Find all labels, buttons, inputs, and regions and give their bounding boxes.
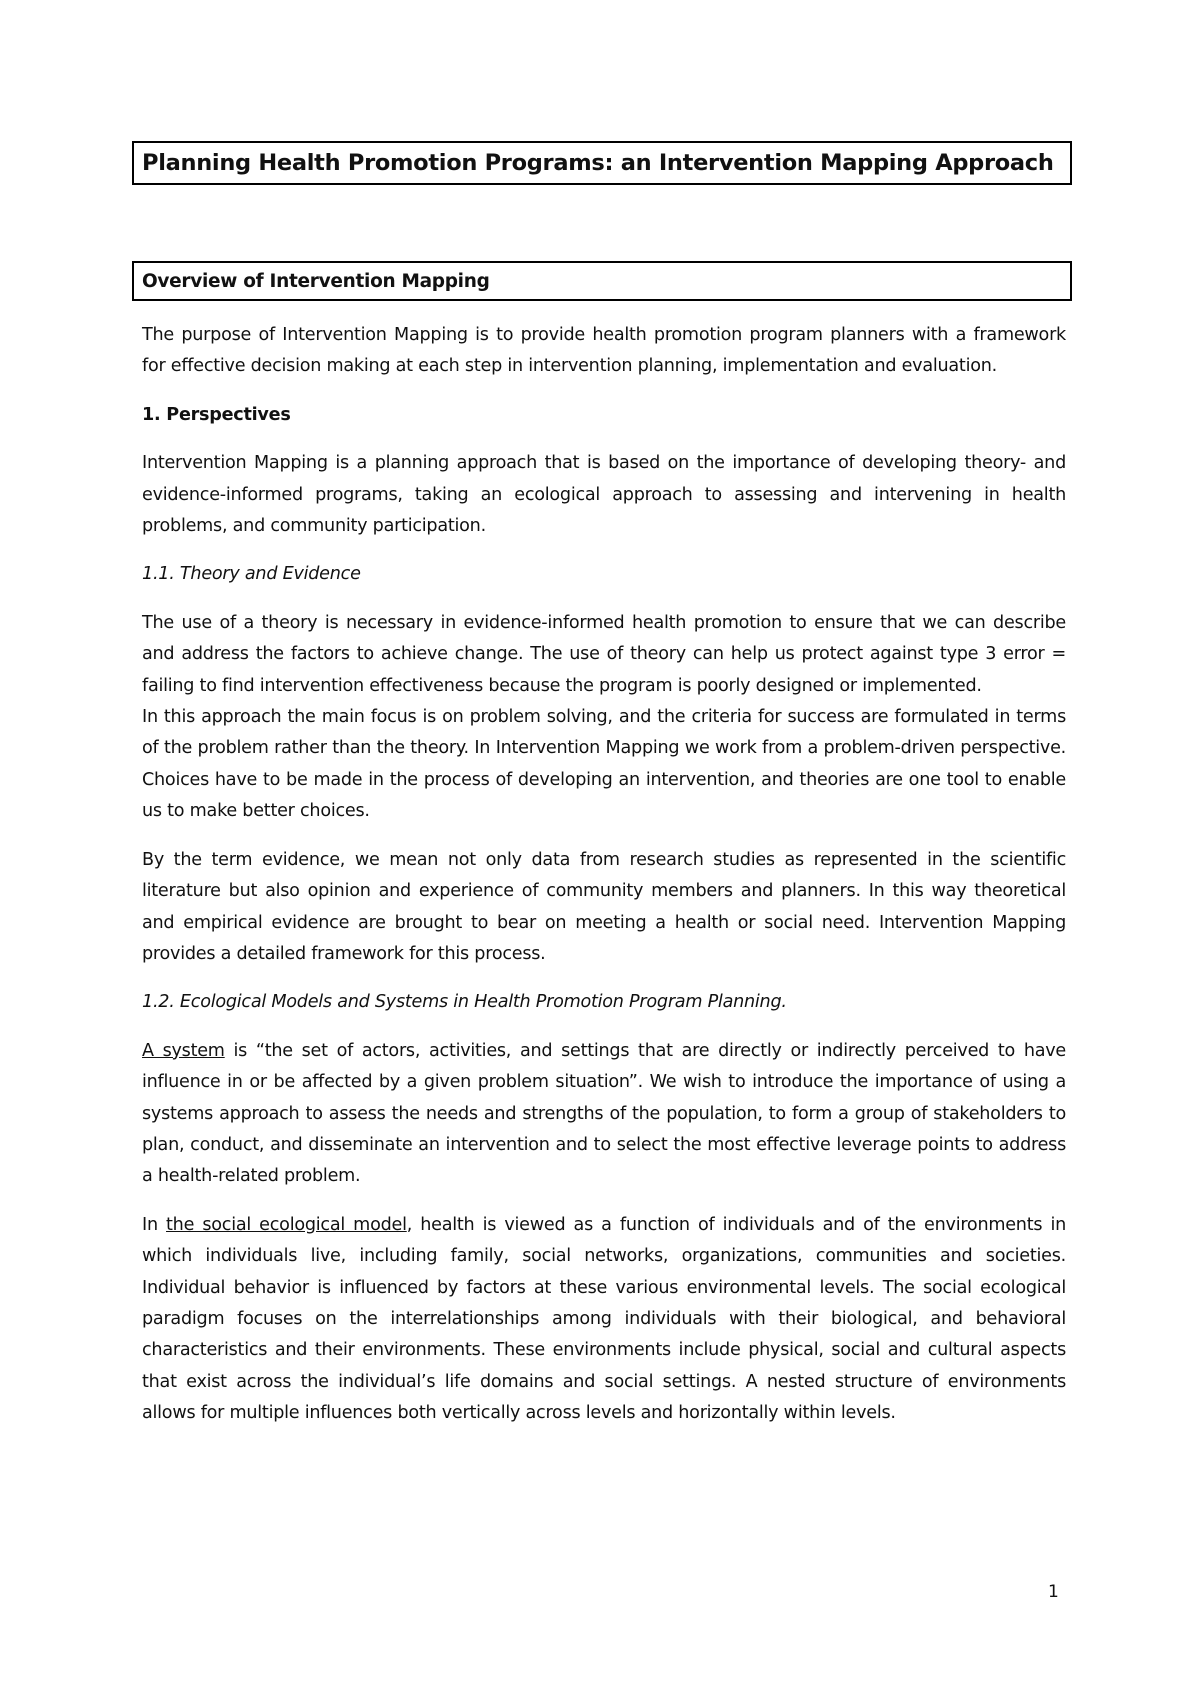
theory-evidence-heading: 1.1. Theory and Evidence: [142, 564, 361, 585]
system-paragraph: [142, 1036, 1066, 1193]
perspectives-heading: 1. Perspectives: [142, 404, 291, 425]
intro-paragraph: The purpose of Intervention Mapping is to provide health promotion program planners with a framework for effective decision making at each step in intervention planning, implementation and evaluation.: [142, 325, 1066, 377]
system-definition: is “the set of actors, activities, and settings that are directly or indirectly perceived to have influence in or be affected by a given problem situation”. We wish to introduce the importance of using a systems approach to assess the needs and strengths of the population, to form a group of stakeholders to plan, conduct, and disseminate an intervention and to select the most effective leverage points to address a health-related problem.: [142, 1040, 1067, 1187]
system-term: A system: [142, 1040, 225, 1061]
social-ecological-term: the social ecological model: [166, 1214, 407, 1235]
social-prefix: In: [142, 1214, 167, 1235]
document-title-box: [132, 141, 1072, 185]
section-title-box: [132, 261, 1072, 301]
evidence-paragraph: By the term evidence, we mean not only data from research studies as represented in the scientific literature but also opinion and experience of community members and planners. In this way theoretical and empirical evidence are brought to bear on meeting a health or social need. Intervention Mapping provides a detailed framework for this process.: [142, 849, 1066, 964]
document-title: Planning Health Promotion Programs: an Intervention Mapping Approach: [142, 150, 1054, 176]
theory-paragraph-1: The use of a theory is necessary in evidence-informed health promotion to ensure that we can describe and address the factors to achieve change. The use of theory can help us protect against type 3 error = failing to find intervention effectiveness because the program is poorly designed or implemented.: [142, 612, 1066, 696]
perspectives-paragraph: Intervention Mapping is a planning approach that is based on the importance of developing theory- and evidence-informed programs, taking an ecological approach to assessing and intervening in health problems, and community participation.: [142, 453, 1066, 537]
social-ecological-text: , health is viewed as a function of individuals and of the environments in which individuals live, including family, social networks, organizations, communities and societies. Individual behavior is influenced by factors at these various environmental levels. The social ecological paradigm focuses on the interrelationships among individuals with their biological, and behavioral characteristics and their environments. These environments include physical, social and cultural aspects that exist across the individual’s life domains and social settings. A nested structure of environments allows for multiple influences both vertically across levels and horizontally within levels.: [142, 1214, 1066, 1424]
social-ecological-paragraph: [142, 1210, 1066, 1430]
section-title: Overview of Intervention Mapping: [142, 270, 490, 292]
theory-paragraph-2: In this approach the main focus is on problem solving, and the criteria for success are formulated in terms of the problem rather than the theory. In Intervention Mapping we work from a problem-driven perspective. Choices have to be made in the process of developing an intervention, and theories are one tool to enable us to make better choices.: [142, 707, 1066, 822]
ecological-models-heading: 1.2. Ecological Models and Systems in Health Promotion Program Planning.: [142, 992, 787, 1013]
page-number: 1: [1048, 1582, 1059, 1602]
document-body: [142, 320, 1066, 1447]
